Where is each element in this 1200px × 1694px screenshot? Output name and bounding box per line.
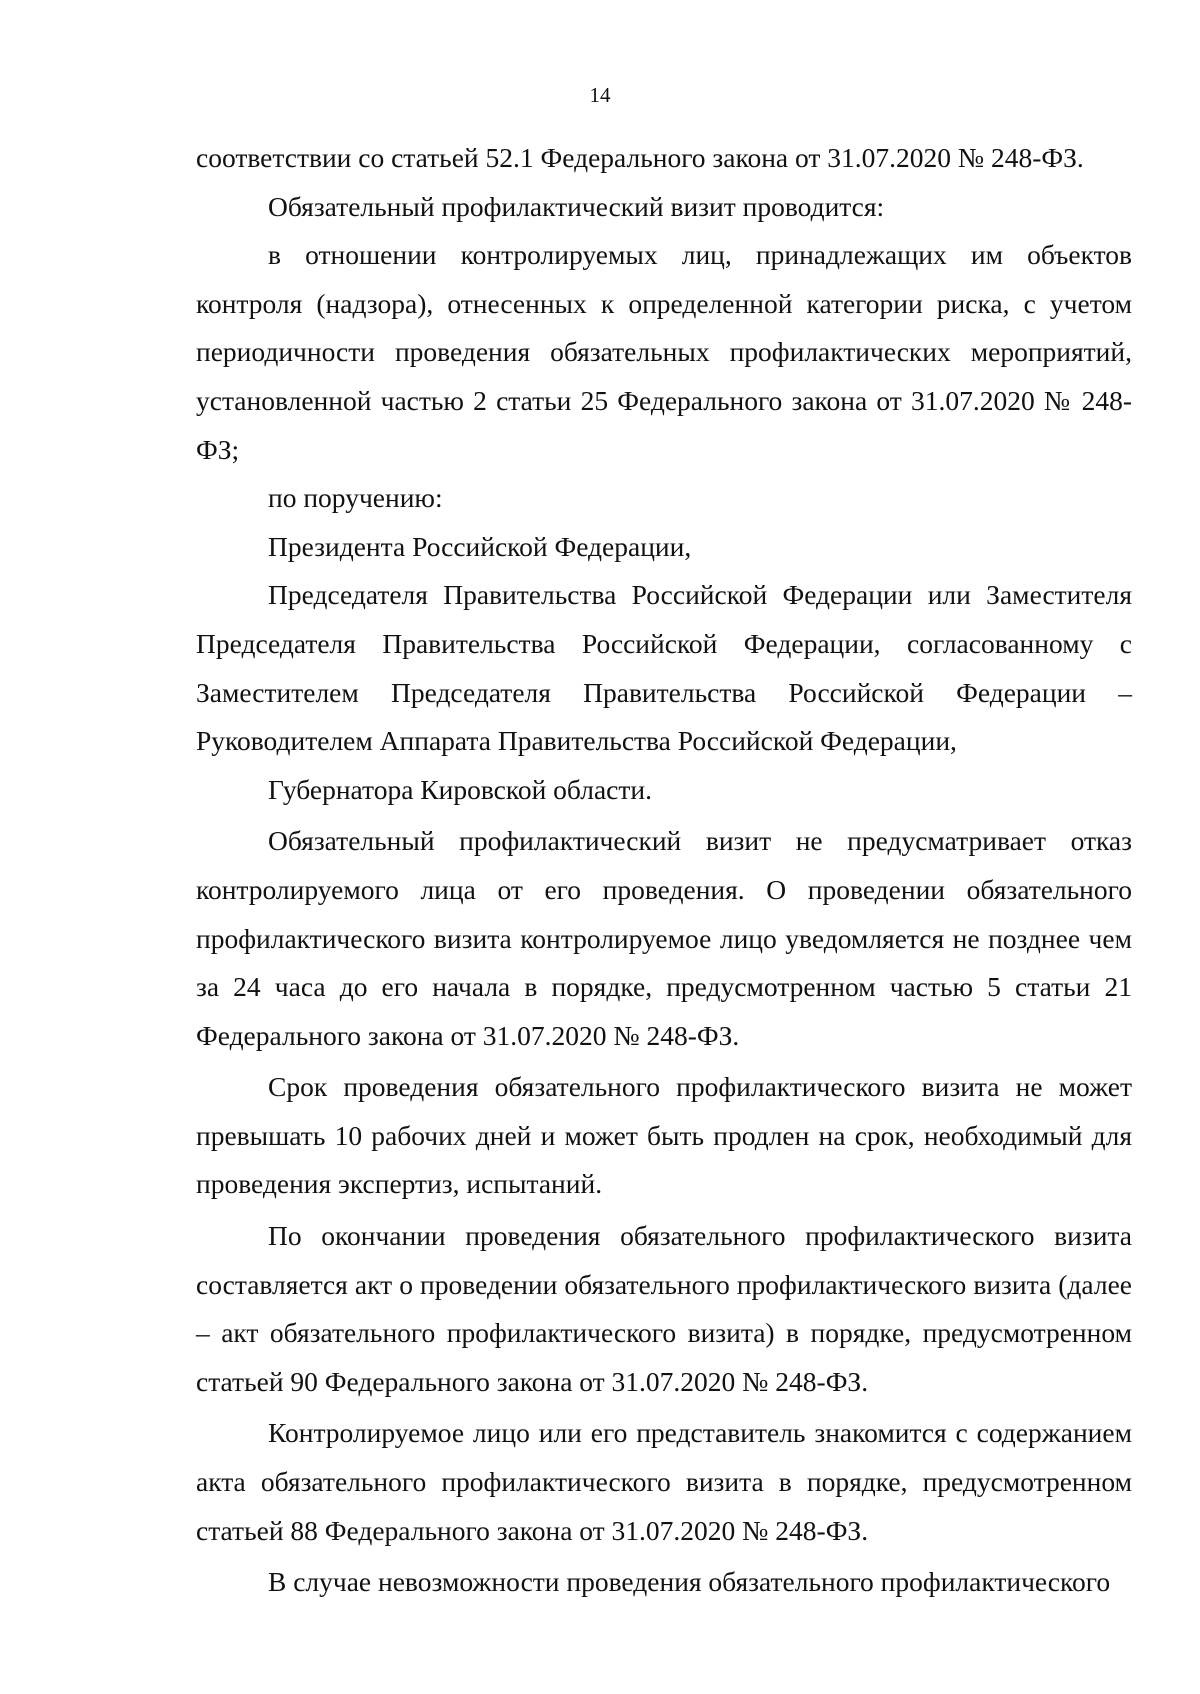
- paragraph-duration: Срок проведения обязательного профилактического визита не может превышать 10 рабочих дней и может быть продлен на срок, необходимый для проведения экспертиз, испытаний.: [196, 1071, 1132, 1200]
- paragraph-by-order: по поручению:: [268, 482, 443, 514]
- paragraph-visit-conducted: Обязательный профилактический визит проводится:: [268, 190, 885, 222]
- paragraph-governor: Губернатора Кировской области.: [268, 773, 652, 805]
- paragraph-act-drawn-up: По окончании проведения обязательного профилактического визита составляется акт о проведении обязательного профилактического визита (далее – акт обязательного профилактического визита) в порядке, предусмотренном статьей 90 Федерального закона от 31.07.2020 № 248-ФЗ.: [196, 1220, 1132, 1397]
- paragraph-impossibility: В случае невозможности проведения обязательного профилактического: [268, 1566, 1111, 1598]
- paragraph-government-chairman: Председателя Правительства Российской Федерации или Заместителя Председателя Правительства Российской Федерации, согласованному с Заместителем Председателя Правительства Российской Федерации – Руководителем Аппарата Правительства Российской Федерации,: [196, 579, 1132, 757]
- paragraph-president: Президента Российской Федерации,: [268, 530, 692, 562]
- paragraph-act-familiarization: Контролируемое лицо или его представитель знакомится с содержанием акта обязательного профилактического визита в порядке, предусмотренном статьей 88 Федерального закона от 31.07.2020 № 248-ФЗ.: [196, 1417, 1132, 1546]
- paragraph-statute-reference: соответствии со статьей 52.1 Федерального закона от 31.07.2020 № 248-ФЗ.: [196, 142, 1084, 173]
- document-body: [196, 134, 1132, 1607]
- page-number: 14: [589, 83, 611, 107]
- paragraph-risk-category: в отношении контролируемых лиц, принадлежащих им объектов контроля (надзора), отнесенных к определенной категории риска, с учетом периодичности проведения обязательных профилактических мероприятий, установленной частью 2 статьи 25 Федерального закона от 31.07.2020 № 248-ФЗ;: [196, 239, 1132, 465]
- paragraph-no-refusal: Обязательный профилактический визит не предусматривает отказ контролируемого лица от его проведения. О проведении обязательного профилактического визита контролируемое лицо уведомляется не позднее чем за 24 часа до его начала в порядке, предусмотренном частью 5 статьи 21 Федерального закона от 31.07.2020 № 248-ФЗ.: [196, 825, 1132, 1051]
